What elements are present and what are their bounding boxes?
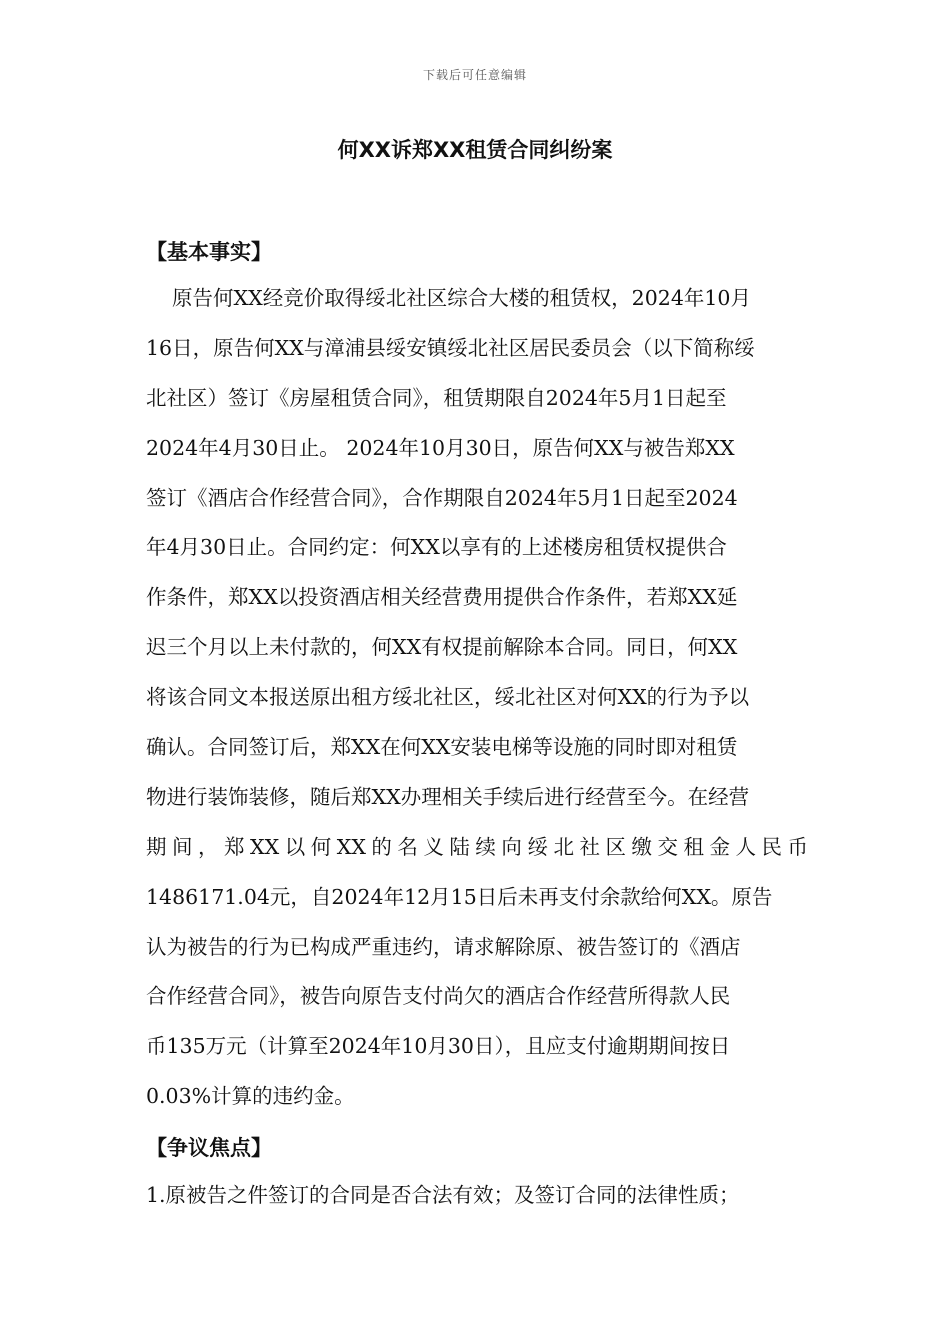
paragraph-line: 认为被告的行为已构成严重违约，请求解除原、被告签订的《酒店 [146,934,741,959]
section-heading-issues: 【争议焦点】 [146,1136,272,1160]
paragraph-line: 2024年4月30日止。 2024年10月30日，原告何XX与被告郑XX [146,435,735,460]
paragraph-line: 签订《酒店合作经营合同》，合作期限自2024年5月1日起至2024 [146,485,738,510]
paragraph-line: 迟三个月以上未付款的，何XX有权提前解除本合同。同日，何XX [146,635,738,660]
paragraph-line: 北社区）签订《房屋租赁合同》，租赁期限自2024年5月1日起至 [146,385,727,410]
paragraph-line: 年4月30日止。合同约定：何XX以享有的上述楼房租赁权提供合 [146,535,727,560]
paragraph-line: 确认。合同签订后，郑XX在何XX安装电梯等设施的同时即对租赁 [146,735,738,760]
paragraph-line: 0.03%计算的违约金。 [146,1084,355,1109]
paragraph-line: 1486171.04元，自2024年12月15日后未再支付余款给何XX。原告 [146,884,773,909]
paragraph-line: 原告何XX经竞价取得绥北社区综合大楼的租赁权，2024年10月 [172,286,751,310]
paragraph-line: 币135万元（计算至2024年10月30日），且应支付逾期期间按日 [146,1034,731,1059]
paragraph-line: 作条件，郑XX以投资酒店相关经营费用提供合作条件，若郑XX延 [146,585,738,610]
paragraph-line: 合作经营合同》，被告向原告支付尚欠的酒店合作经营所得款人民 [146,984,731,1009]
issue-item: 1.原被告之件签订的合同是否合法有效；及签订合同的法律性质； [146,1183,740,1207]
paragraph-line: 期间，郑XX以何XX的名义陆续向绥北社区缴交租金人民币 [146,834,808,859]
issues-list [146,1171,808,1221]
facts-paragraph [146,274,808,1122]
header-note: 下载后可任意编辑 [422,68,527,82]
section-heading-facts: 【基本事实】 [146,240,272,264]
paragraph-line: 16日，原告何XX与漳浦县绥安镇绥北社区居民委员会（以下简称绥 [146,335,755,360]
document-title: 何XX诉郑XX租赁合同纠纷案 [337,138,613,162]
paragraph-line: 物进行装饰装修，随后郑XX办理相关手续后进行经营至今。在经营 [146,784,750,809]
paragraph-line: 将该合同文本报送原出租方绥北社区，绥北社区对何XX的行为予以 [146,685,750,710]
